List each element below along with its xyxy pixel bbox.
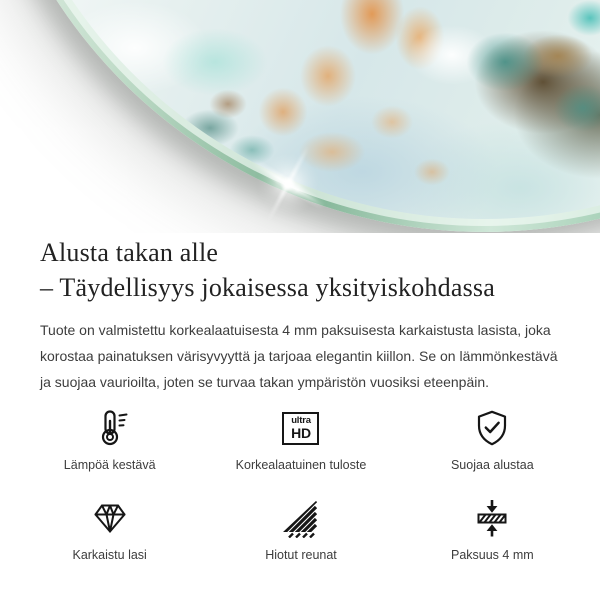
- ultra-hd-icon-text-bottom: HD: [291, 425, 311, 442]
- feature-label: Suojaa alustaa: [450, 458, 534, 472]
- page-title-line2: – Täydellisyys jokaisessa yksityiskohdassa: [40, 273, 495, 302]
- product-description-text: Tuote on valmistettu korkealaatuisesta 4 mm paksuisesta karkaistusta lasista, joka korostaa painatuksen värisyvyyttä ja tarjoaa elegantin kiillon. Se on lämmönkestävä ja suojaa vaurioilta, joten se turvaa takan ympäristön vuosiksi eteenpäin.: [40, 322, 558, 390]
- feature-label: Korkealaatuinen tuloste: [235, 458, 367, 472]
- product-info-section: [0, 233, 600, 563]
- diamond-icon: [90, 497, 130, 539]
- feature-label: Paksuus 4 mm: [450, 548, 534, 562]
- thickness-icon: [472, 497, 512, 539]
- shield-check-icon: [472, 407, 512, 449]
- feature-thickness-4mm: [397, 497, 588, 563]
- feature-label: Karkaistu lasi: [72, 548, 147, 562]
- features-grid: [14, 407, 588, 563]
- feature-protects-base: [397, 407, 588, 473]
- feature-label: Hiotut reunat: [265, 548, 337, 562]
- ultra-hd-icon: [282, 407, 319, 449]
- feature-label: Lämpöä kestävä: [63, 458, 156, 472]
- page-title: [40, 235, 562, 305]
- product-image: [0, 0, 600, 233]
- page-title-line1: Alusta takan alle: [40, 238, 219, 267]
- ultra-hd-icon-text-top: ultra: [291, 414, 311, 426]
- glass-disc: [0, 0, 600, 219]
- polished-edges-icon: [281, 497, 321, 539]
- thermometer-icon: [90, 407, 130, 449]
- feature-heat-resistant: [14, 407, 205, 473]
- marble-art-print: [0, 0, 600, 219]
- feature-ultra-hd-print: [205, 407, 396, 473]
- feature-polished-edges: [205, 497, 396, 563]
- feature-tempered-glass: [14, 497, 205, 563]
